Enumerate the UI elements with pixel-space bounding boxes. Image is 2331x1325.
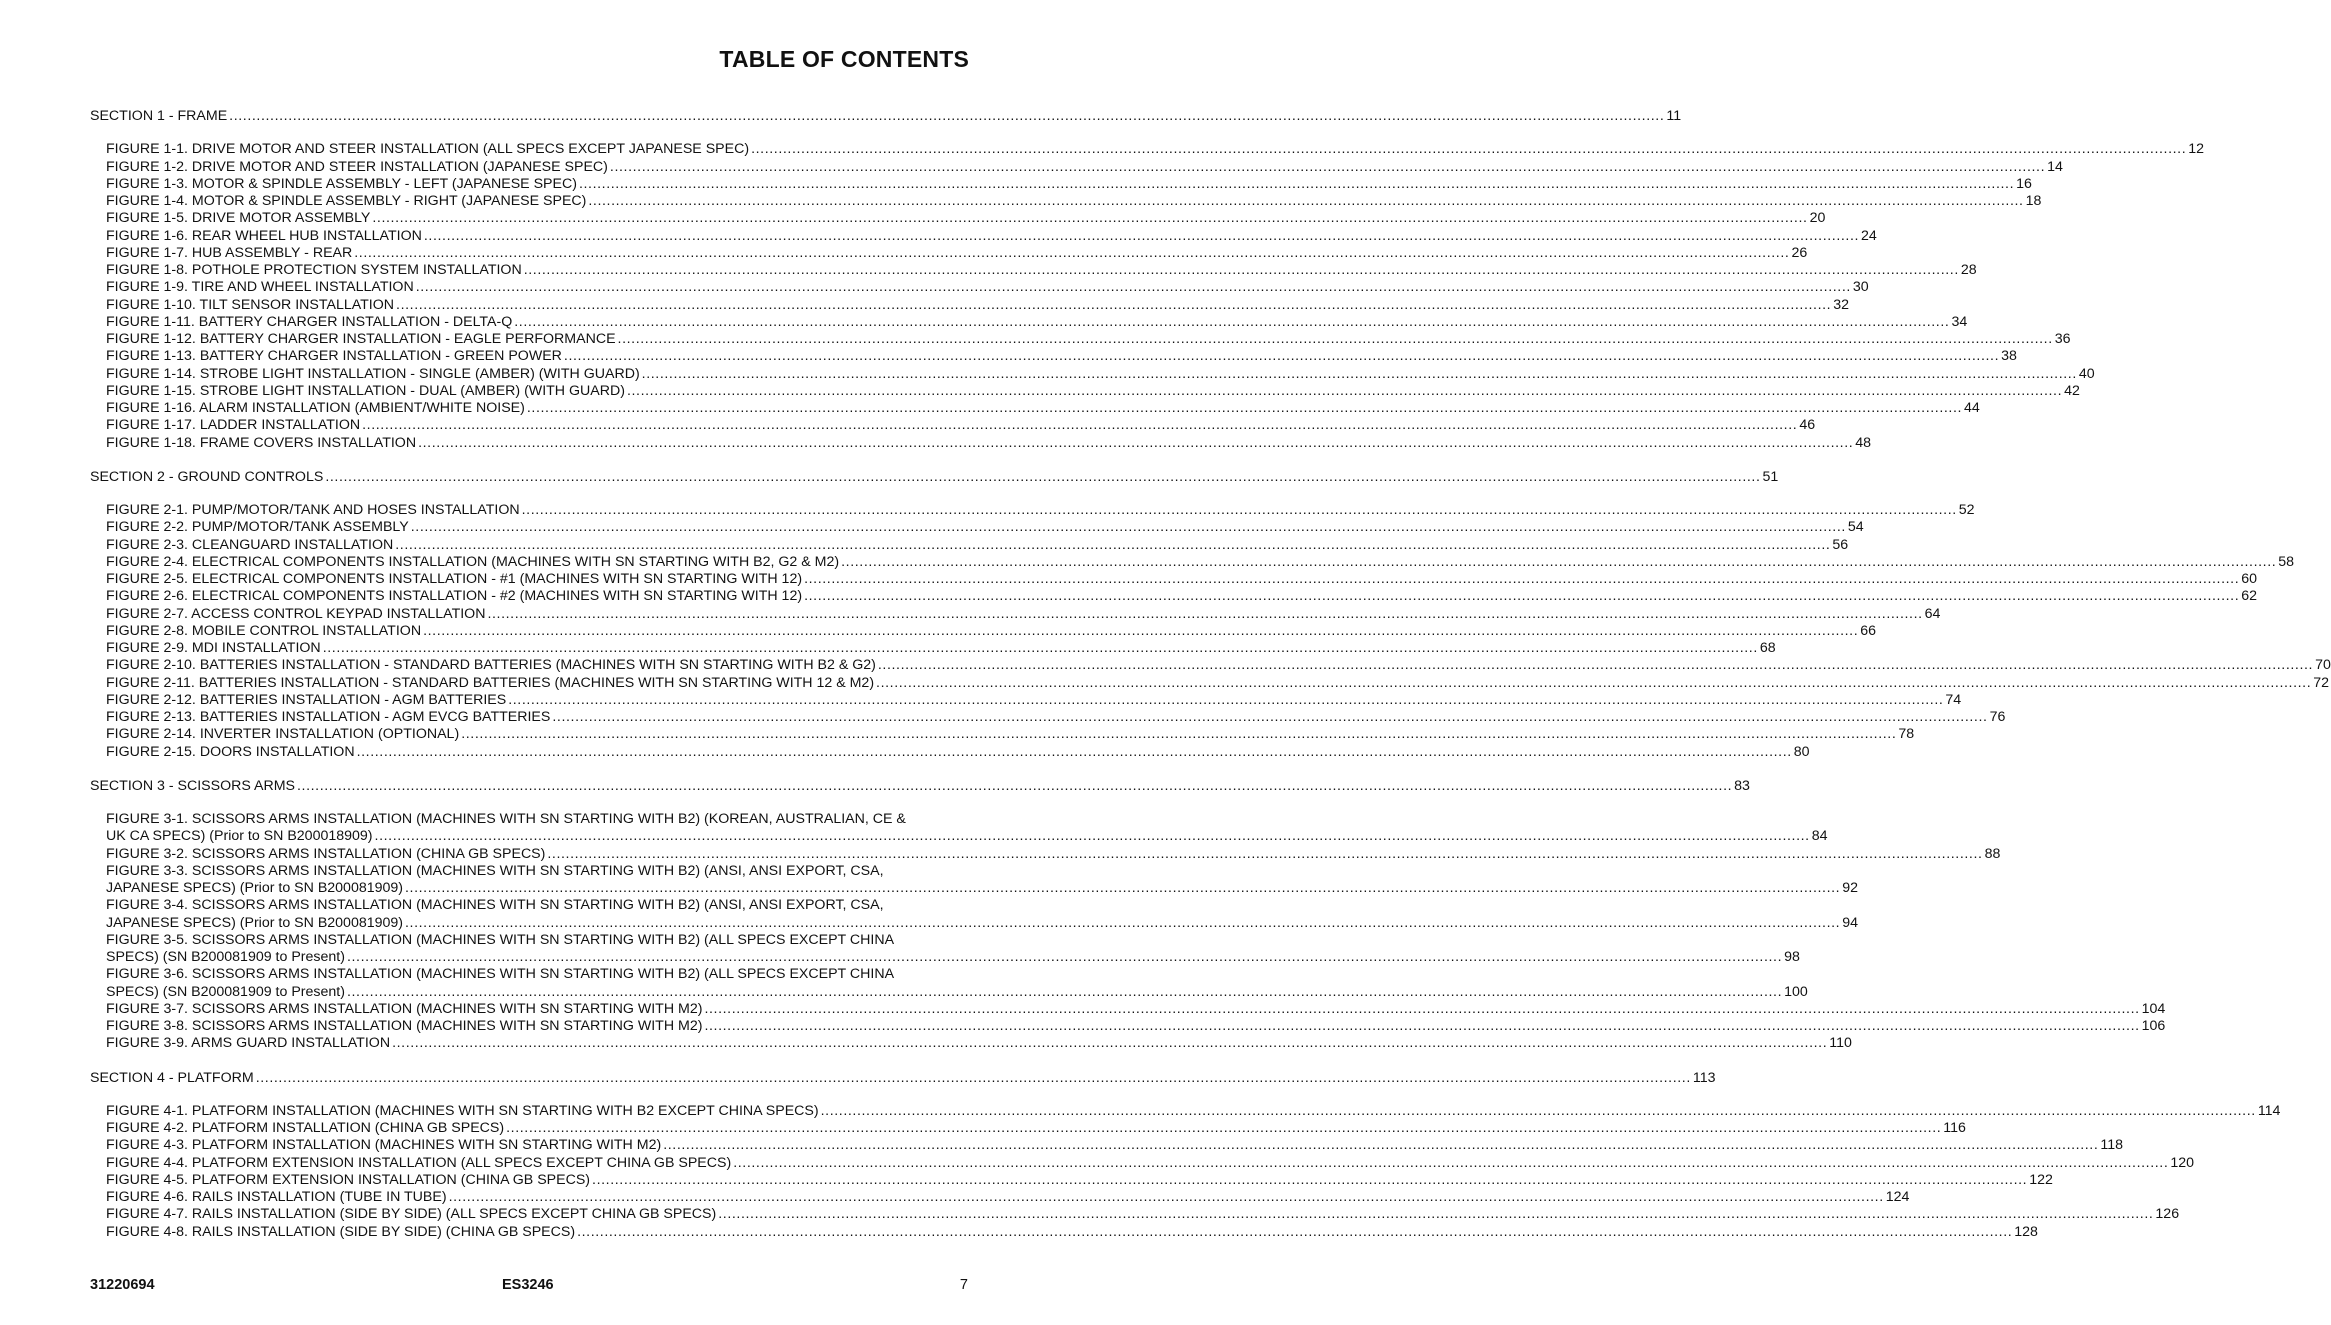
footer-doc-number: 31220694 <box>90 1277 155 1293</box>
toc-figure-entry[interactable] <box>90 175 2032 193</box>
toc-leader-dots <box>733 1155 2168 1172</box>
toc-figure-label: FIGURE 1-7. HUB ASSEMBLY - REAR <box>106 244 353 261</box>
toc-figure-label: FIGURE 1-11. BATTERY CHARGER INSTALLATION - DELTA-Q <box>106 313 513 330</box>
toc-leader-dots <box>297 778 1732 795</box>
toc-figure-entry[interactable] <box>90 1102 2281 1120</box>
toc-figure-entry[interactable] <box>90 244 1808 262</box>
toc-figure-label: FIGURE 2-14. INVERTER INSTALLATION (OPTIONAL) <box>106 726 460 743</box>
toc-section-group <box>90 468 2331 761</box>
toc-figure-page: 66 <box>1860 622 1877 639</box>
toc-figure-label-line[interactable]: FIGURE 3-3. SCISSORS ARMS INSTALLATION (MACHINES WITH SN STARTING WITH B2) (ANSI, ANSI EXPORT, CSA, <box>106 862 884 879</box>
toc-figure-page: 70 <box>2315 657 2331 674</box>
toc-figure-page: 100 <box>1784 983 1808 1000</box>
toc-figure-entry[interactable] <box>90 1000 2166 1018</box>
toc-leader-dots <box>372 210 1807 227</box>
toc-figure-label: FIGURE 1-14. STROBE LIGHT INSTALLATION - SINGLE (AMBER) (WITH GUARD) <box>106 365 640 382</box>
toc-figure-entry[interactable] <box>90 949 1800 966</box>
toc-figure-entry[interactable] <box>90 674 2330 692</box>
toc-leader-dots <box>592 1172 2027 1189</box>
toc-section-entry[interactable] <box>90 1069 1716 1087</box>
toc-figure-page: 58 <box>2278 553 2295 570</box>
toc-figure-page: 38 <box>2001 348 2017 365</box>
toc-leader-dots <box>522 502 1957 519</box>
table-of-contents <box>90 108 2331 1258</box>
toc-figure-entry[interactable] <box>90 210 1826 227</box>
toc-section-label: SECTION 3 - SCISSORS ARMS <box>90 777 295 794</box>
toc-figure-page: 20 <box>1809 210 1826 227</box>
toc-figure-label: FIGURE 1-6. REAR WHEEL HUB INSTALLATION <box>106 227 422 244</box>
toc-figure-label: FIGURE 2-5. ELECTRICAL COMPONENTS INSTALLATION - #1 (MACHINES WITH SN STARTING WITH 12) <box>106 571 803 587</box>
toc-figure-entry[interactable] <box>90 845 2001 863</box>
toc-figure-entry[interactable] <box>90 1171 2053 1189</box>
toc-figure-entry[interactable] <box>90 1120 1966 1137</box>
toc-figure-label: FIGURE 2-2. PUMP/MOTOR/TANK ASSEMBLY <box>106 519 409 536</box>
toc-leader-dots <box>354 245 1789 262</box>
toc-figure-page: 118 <box>2100 1137 2123 1154</box>
toc-leader-dots <box>841 554 2276 571</box>
toc-figure-label: FIGURE 2-6. ELECTRICAL COMPONENTS INSTALLATION - #2 (MACHINES WITH SN STARTING WITH 12) <box>106 588 803 605</box>
toc-figure-page: 80 <box>1793 743 1810 760</box>
toc-figure-page: 14 <box>2047 158 2063 175</box>
toc-figure-page: 34 <box>1951 313 1968 330</box>
toc-leader-dots <box>416 279 1851 296</box>
toc-figure-entry[interactable] <box>90 1206 2180 1223</box>
toc-figure-page: 32 <box>1833 296 1849 313</box>
toc-figure-label: FIGURE 3-8. SCISSORS ARMS INSTALLATION (MACHINES WITH SN STARTING WITH M2) <box>106 1018 703 1034</box>
toc-figure-page: 84 <box>1811 828 1828 845</box>
toc-figure-entry[interactable] <box>90 605 1941 623</box>
toc-figure-entry[interactable] <box>90 417 1816 434</box>
toc-leader-dots <box>804 571 2239 588</box>
toc-figure-page: 104 <box>2141 1000 2166 1017</box>
toc-figure-label: FIGURE 4-1. PLATFORM INSTALLATION (MACHINES WITH SN STARTING WITH B2 EXCEPT CHINA SPECS) <box>106 1102 819 1119</box>
toc-figure-page: 30 <box>1852 279 1869 296</box>
toc-figure-page: 126 <box>2155 1206 2180 1223</box>
toc-leader-dots <box>524 262 1959 279</box>
toc-section-page: 83 <box>1734 777 1750 794</box>
toc-leader-dots <box>418 435 1853 452</box>
toc-figure-label: FIGURE 2-12. BATTERIES INSTALLATION - AGM BATTERIES <box>106 691 507 708</box>
toc-figure-entry[interactable] <box>90 588 2258 605</box>
toc-figure-label: FIGURE 4-7. RAILS INSTALLATION (SIDE BY SIDE) (ALL SPECS EXCEPT CHINA GB SPECS) <box>106 1206 717 1223</box>
toc-figure-label: FIGURE 1-18. FRAME COVERS INSTALLATION <box>106 434 417 451</box>
toc-figure-page: 62 <box>2241 588 2258 605</box>
toc-figure-entry[interactable] <box>90 640 1776 657</box>
toc-figure-entry[interactable] <box>90 828 1828 845</box>
toc-figure-label: FIGURE 2-3. CLEANGUARD INSTALLATION <box>106 536 394 553</box>
toc-figure-entry[interactable] <box>90 279 1869 296</box>
toc-leader-dots <box>704 1001 2139 1018</box>
toc-figure-entry[interactable] <box>90 519 1864 536</box>
toc-figure-entry[interactable] <box>90 1018 2166 1035</box>
toc-figure-label: FIGURE 4-6. RAILS INSTALLATION (TUBE IN TUBE) <box>106 1189 447 1205</box>
toc-leader-dots <box>392 1035 1827 1052</box>
toc-figure-entry[interactable] <box>90 880 1858 897</box>
toc-figure-label: FIGURE 1-8. POTHOLE PROTECTION SYSTEM INSTALLATION <box>106 262 522 278</box>
toc-figure-entry[interactable] <box>90 983 1808 1001</box>
toc-figure-label: FIGURE 3-7. SCISSORS ARMS INSTALLATION (MACHINES WITH SN STARTING WITH M2) <box>106 1000 703 1017</box>
toc-figure-label: FIGURE 2-10. BATTERIES INSTALLATION - STANDARD BATTERIES (MACHINES WITH SN STARTING WITH B2 & G2) <box>106 657 876 674</box>
toc-figure-label: FIGURE 2-11. BATTERIES INSTALLATION - STANDARD BATTERIES (MACHINES WITH SN STARTING WITH 12 & M2) <box>106 674 875 691</box>
toc-figure-entry[interactable] <box>90 571 2258 588</box>
toc-figure-page: 60 <box>2241 571 2258 587</box>
toc-figure-label: FIGURE 1-17. LADDER INSTALLATION <box>106 417 361 434</box>
toc-leader-dots <box>229 108 1664 125</box>
toc-section-label: SECTION 2 - GROUND CONTROLS <box>90 468 324 485</box>
toc-figure-page: 48 <box>1855 434 1872 451</box>
toc-figure-label: FIGURE 3-9. ARMS GUARD INSTALLATION <box>106 1035 391 1052</box>
toc-figure-label: UK CA SPECS) (Prior to SN B200018909) <box>106 828 373 845</box>
toc-figure-page: 110 <box>1829 1035 1852 1052</box>
toc-figure-entry[interactable] <box>90 1154 2195 1172</box>
toc-section-entry[interactable] <box>90 108 1682 125</box>
toc-section-entry[interactable] <box>90 468 1779 486</box>
toc-leader-dots <box>751 141 2186 158</box>
toc-figure-page: 114 <box>2257 1102 2281 1119</box>
toc-figure-entry[interactable] <box>90 726 1915 743</box>
toc-figure-label: FIGURE 2-13. BATTERIES INSTALLATION - AGM EVCG BATTERIES <box>106 709 551 725</box>
toc-section-label: SECTION 1 - FRAME <box>90 108 228 124</box>
toc-leader-dots <box>704 1018 2139 1035</box>
toc-figure-entry[interactable] <box>90 141 2205 158</box>
toc-figure-entry[interactable] <box>90 348 2017 365</box>
toc-leader-dots <box>405 915 1840 932</box>
toc-figure-entry[interactable] <box>90 193 2042 210</box>
toc-figure-label: FIGURE 2-15. DOORS INSTALLATION <box>106 743 355 760</box>
toc-leader-dots <box>508 692 1943 709</box>
toc-figure-entry[interactable] <box>90 296 1849 314</box>
toc-figure-entry[interactable] <box>90 331 2071 348</box>
toc-figure-label: SPECS) (SN B200081909 to Present) <box>106 983 345 1000</box>
toc-figure-page: 124 <box>1885 1189 1910 1205</box>
toc-figure-label: JAPANESE SPECS) (Prior to SN B200081909) <box>106 880 404 896</box>
toc-figure-page: 94 <box>1842 914 1858 931</box>
toc-figure-label: FIGURE 4-4. PLATFORM EXTENSION INSTALLATION (ALL SPECS EXCEPT CHINA GB SPECS) <box>106 1154 732 1171</box>
toc-leader-dots <box>876 675 2311 692</box>
toc-leader-dots <box>423 623 1858 640</box>
toc-figure-entry[interactable] <box>90 365 2095 383</box>
toc-section-label: SECTION 4 - PLATFORM <box>90 1069 254 1086</box>
toc-figure-entry[interactable] <box>90 382 2080 400</box>
toc-figure-label: FIGURE 1-13. BATTERY CHARGER INSTALLATION - GREEN POWER <box>106 348 562 365</box>
toc-leader-dots <box>610 159 2045 176</box>
toc-section-group <box>90 1069 2281 1241</box>
toc-figure-page: 46 <box>1799 417 1816 434</box>
toc-leader-dots <box>323 640 1758 657</box>
toc-figure-entry[interactable] <box>90 227 1877 245</box>
toc-section-entry[interactable] <box>90 777 1750 795</box>
toc-figure-page: 52 <box>1958 502 1975 518</box>
toc-figure-label: FIGURE 1-9. TIRE AND WHEEL INSTALLATION <box>106 279 414 296</box>
toc-figure-page: 12 <box>2188 141 2205 158</box>
toc-figure-page: 78 <box>1898 726 1915 743</box>
toc-leader-dots <box>878 657 2313 674</box>
toc-figure-label: FIGURE 1-3. MOTOR & SPINDLE ASSEMBLY - LEFT (JAPANESE SPEC) <box>106 175 577 192</box>
toc-leader-dots <box>449 1189 1884 1206</box>
toc-section-group <box>90 108 2205 452</box>
toc-figure-page: 120 <box>2170 1154 2195 1171</box>
toc-figure-page: 42 <box>2064 382 2080 399</box>
toc-figure-label-line[interactable]: FIGURE 3-1. SCISSORS ARMS INSTALLATION (MACHINES WITH SN STARTING WITH B2) (KOREAN, AUSTRALIAN, CE & <box>106 811 906 827</box>
toc-figure-entry[interactable] <box>90 536 1849 554</box>
toc-figure-page: 106 <box>2141 1018 2166 1034</box>
toc-leader-dots <box>642 366 2077 383</box>
toc-leader-dots <box>487 606 1922 623</box>
toc-leader-dots <box>357 744 1792 761</box>
toc-figure-label: FIGURE 1-12. BATTERY CHARGER INSTALLATION - EAGLE PERFORMANCE <box>106 331 616 347</box>
toc-figure-entry[interactable] <box>90 914 1858 932</box>
footer-page-number: 7 <box>959 1277 968 1293</box>
toc-figure-entry[interactable] <box>90 622 1877 640</box>
toc-figure-label: FIGURE 2-1. PUMP/MOTOR/TANK AND HOSES INSTALLATION <box>106 502 520 518</box>
toc-figure-page: 36 <box>2054 331 2071 347</box>
toc-leader-dots <box>395 537 1830 554</box>
toc-figure-page: 18 <box>2025 193 2042 209</box>
toc-leader-dots <box>411 519 1846 536</box>
toc-figure-label: FIGURE 1-4. MOTOR & SPINDLE ASSEMBLY - RIGHT (JAPANESE SPEC) <box>106 193 587 209</box>
toc-figure-page: 54 <box>1847 519 1864 536</box>
toc-figure-page: 40 <box>2078 365 2095 382</box>
toc-leader-dots <box>527 400 1962 417</box>
toc-figure-label: FIGURE 3-2. SCISSORS ARMS INSTALLATION (CHINA GB SPECS) <box>106 845 546 862</box>
toc-leader-dots <box>424 228 1859 245</box>
toc-leader-dots <box>347 949 1782 966</box>
toc-figure-label: FIGURE 2-4. ELECTRICAL COMPONENTS INSTALLATION (MACHINES WITH SN STARTING WITH B2, G2 & M2) <box>106 553 840 570</box>
toc-section-group <box>90 777 2166 1053</box>
toc-leader-dots <box>718 1206 2153 1223</box>
toc-leader-dots <box>362 417 1797 434</box>
toc-leader-dots <box>461 726 1896 743</box>
toc-leader-dots <box>506 1120 1941 1137</box>
toc-figure-entry[interactable] <box>90 553 2295 571</box>
toc-section-page: 11 <box>1666 108 1682 124</box>
toc-figure-entry[interactable] <box>90 743 1810 761</box>
toc-leader-dots <box>618 331 2053 348</box>
toc-figure-label-line[interactable]: FIGURE 3-4. SCISSORS ARMS INSTALLATION (MACHINES WITH SN STARTING WITH B2) (ANSI, ANSI EXPORT, CSA, <box>106 897 884 914</box>
toc-figure-entry[interactable] <box>90 1189 1910 1206</box>
toc-figure-entry[interactable] <box>90 657 2331 674</box>
toc-figure-entry[interactable] <box>90 1223 2038 1241</box>
toc-figure-label-line[interactable]: FIGURE 3-6. SCISSORS ARMS INSTALLATION (MACHINES WITH SN STARTING WITH B2) (ALL SPECS EXCEPT CHINA <box>106 966 895 983</box>
toc-figure-page: 74 <box>1945 691 1962 708</box>
toc-figure-label-line[interactable]: FIGURE 3-5. SCISSORS ARMS INSTALLATION (MACHINES WITH SN STARTING WITH B2) (ALL SPECS EXCEPT CHINA <box>106 931 895 948</box>
toc-leader-dots <box>375 828 1810 845</box>
toc-leader-dots <box>547 846 1982 863</box>
page-title: TABLE OF CONTENTS <box>719 46 969 72</box>
toc-figure-label: SPECS) (SN B200081909 to Present) <box>106 949 345 965</box>
toc-figure-label: FIGURE 1-16. ALARM INSTALLATION (AMBIENT/WHITE NOISE) <box>106 400 525 416</box>
toc-figure-page: 26 <box>1791 244 1808 261</box>
toc-figure-label: FIGURE 1-1. DRIVE MOTOR AND STEER INSTALLATION (ALL SPECS EXCEPT JAPANESE SPEC) <box>106 141 750 158</box>
toc-figure-label: FIGURE 4-3. PLATFORM INSTALLATION (MACHINES WITH SN STARTING WITH M2) <box>106 1137 662 1154</box>
toc-figure-page: 128 <box>2014 1223 2038 1240</box>
toc-figure-entry[interactable] <box>90 434 1872 452</box>
toc-leader-dots <box>588 193 2023 210</box>
toc-leader-dots <box>396 297 1831 314</box>
toc-figure-label: FIGURE 4-8. RAILS INSTALLATION (SIDE BY SIDE) (CHINA GB SPECS) <box>106 1223 576 1240</box>
toc-leader-dots <box>577 1224 2012 1241</box>
toc-figure-entry[interactable] <box>90 1035 1852 1052</box>
toc-leader-dots <box>564 348 1999 365</box>
toc-figure-page: 116 <box>1943 1120 1966 1136</box>
toc-figure-page: 28 <box>1960 262 1977 278</box>
toc-leader-dots <box>514 314 1949 331</box>
toc-figure-label: FIGURE 4-5. PLATFORM EXTENSION INSTALLATION (CHINA GB SPECS) <box>106 1171 591 1188</box>
toc-figure-label: FIGURE 1-5. DRIVE MOTOR ASSEMBLY <box>106 210 371 227</box>
toc-figure-label: FIGURE 1-10. TILT SENSOR INSTALLATION <box>106 296 395 313</box>
toc-leader-dots <box>821 1103 2256 1120</box>
toc-leader-dots <box>405 880 1840 897</box>
toc-leader-dots <box>552 709 1987 726</box>
toc-figure-label: FIGURE 2-7. ACCESS CONTROL KEYPAD INSTALLATION <box>106 605 486 622</box>
toc-leader-dots <box>663 1137 2098 1154</box>
toc-figure-label: FIGURE 2-9. MDI INSTALLATION <box>106 640 321 656</box>
toc-leader-dots <box>347 984 1782 1001</box>
toc-leader-dots <box>256 1070 1691 1087</box>
toc-figure-page: 88 <box>1984 845 2001 862</box>
toc-figure-entry[interactable] <box>90 400 1980 417</box>
toc-leader-dots <box>627 383 2062 400</box>
toc-figure-label: JAPANESE SPECS) (Prior to SN B200081909) <box>106 914 404 931</box>
toc-figure-page: 56 <box>1832 536 1849 553</box>
toc-leader-dots <box>804 588 2239 605</box>
toc-figure-entry[interactable] <box>90 709 2006 726</box>
toc-section-page: 51 <box>1762 468 1779 485</box>
toc-leader-dots <box>325 469 1760 486</box>
toc-figure-entry[interactable] <box>90 158 2063 176</box>
toc-figure-page: 72 <box>2313 674 2330 691</box>
footer-model: ES3246 <box>502 1277 554 1293</box>
toc-figure-entry[interactable] <box>90 1137 2123 1154</box>
toc-figure-page: 92 <box>1842 880 1858 896</box>
toc-figure-page: 16 <box>2016 175 2032 192</box>
toc-figure-page: 44 <box>1964 400 1980 416</box>
toc-figure-entry[interactable] <box>90 502 1975 519</box>
toc-figure-entry[interactable] <box>90 313 1968 331</box>
toc-figure-label: FIGURE 1-15. STROBE LIGHT INSTALLATION - DUAL (AMBER) (WITH GUARD) <box>106 382 625 399</box>
toc-figure-page: 98 <box>1784 949 1800 965</box>
toc-figure-label: FIGURE 4-2. PLATFORM INSTALLATION (CHINA GB SPECS) <box>106 1120 505 1136</box>
toc-figure-page: 76 <box>1989 709 2006 725</box>
toc-figure-entry[interactable] <box>90 691 1962 709</box>
toc-figure-entry[interactable] <box>90 262 1977 279</box>
toc-figure-page: 24 <box>1861 227 1877 244</box>
toc-figure-label: FIGURE 1-2. DRIVE MOTOR AND STEER INSTALLATION (JAPANESE SPEC) <box>106 158 608 175</box>
toc-figure-page: 68 <box>1759 640 1776 656</box>
toc-figure-page: 64 <box>1924 605 1941 622</box>
toc-figure-label: FIGURE 2-8. MOBILE CONTROL INSTALLATION <box>106 622 422 639</box>
toc-leader-dots <box>579 176 2014 193</box>
toc-section-page: 113 <box>1692 1069 1716 1086</box>
toc-figure-page: 122 <box>2029 1171 2053 1188</box>
